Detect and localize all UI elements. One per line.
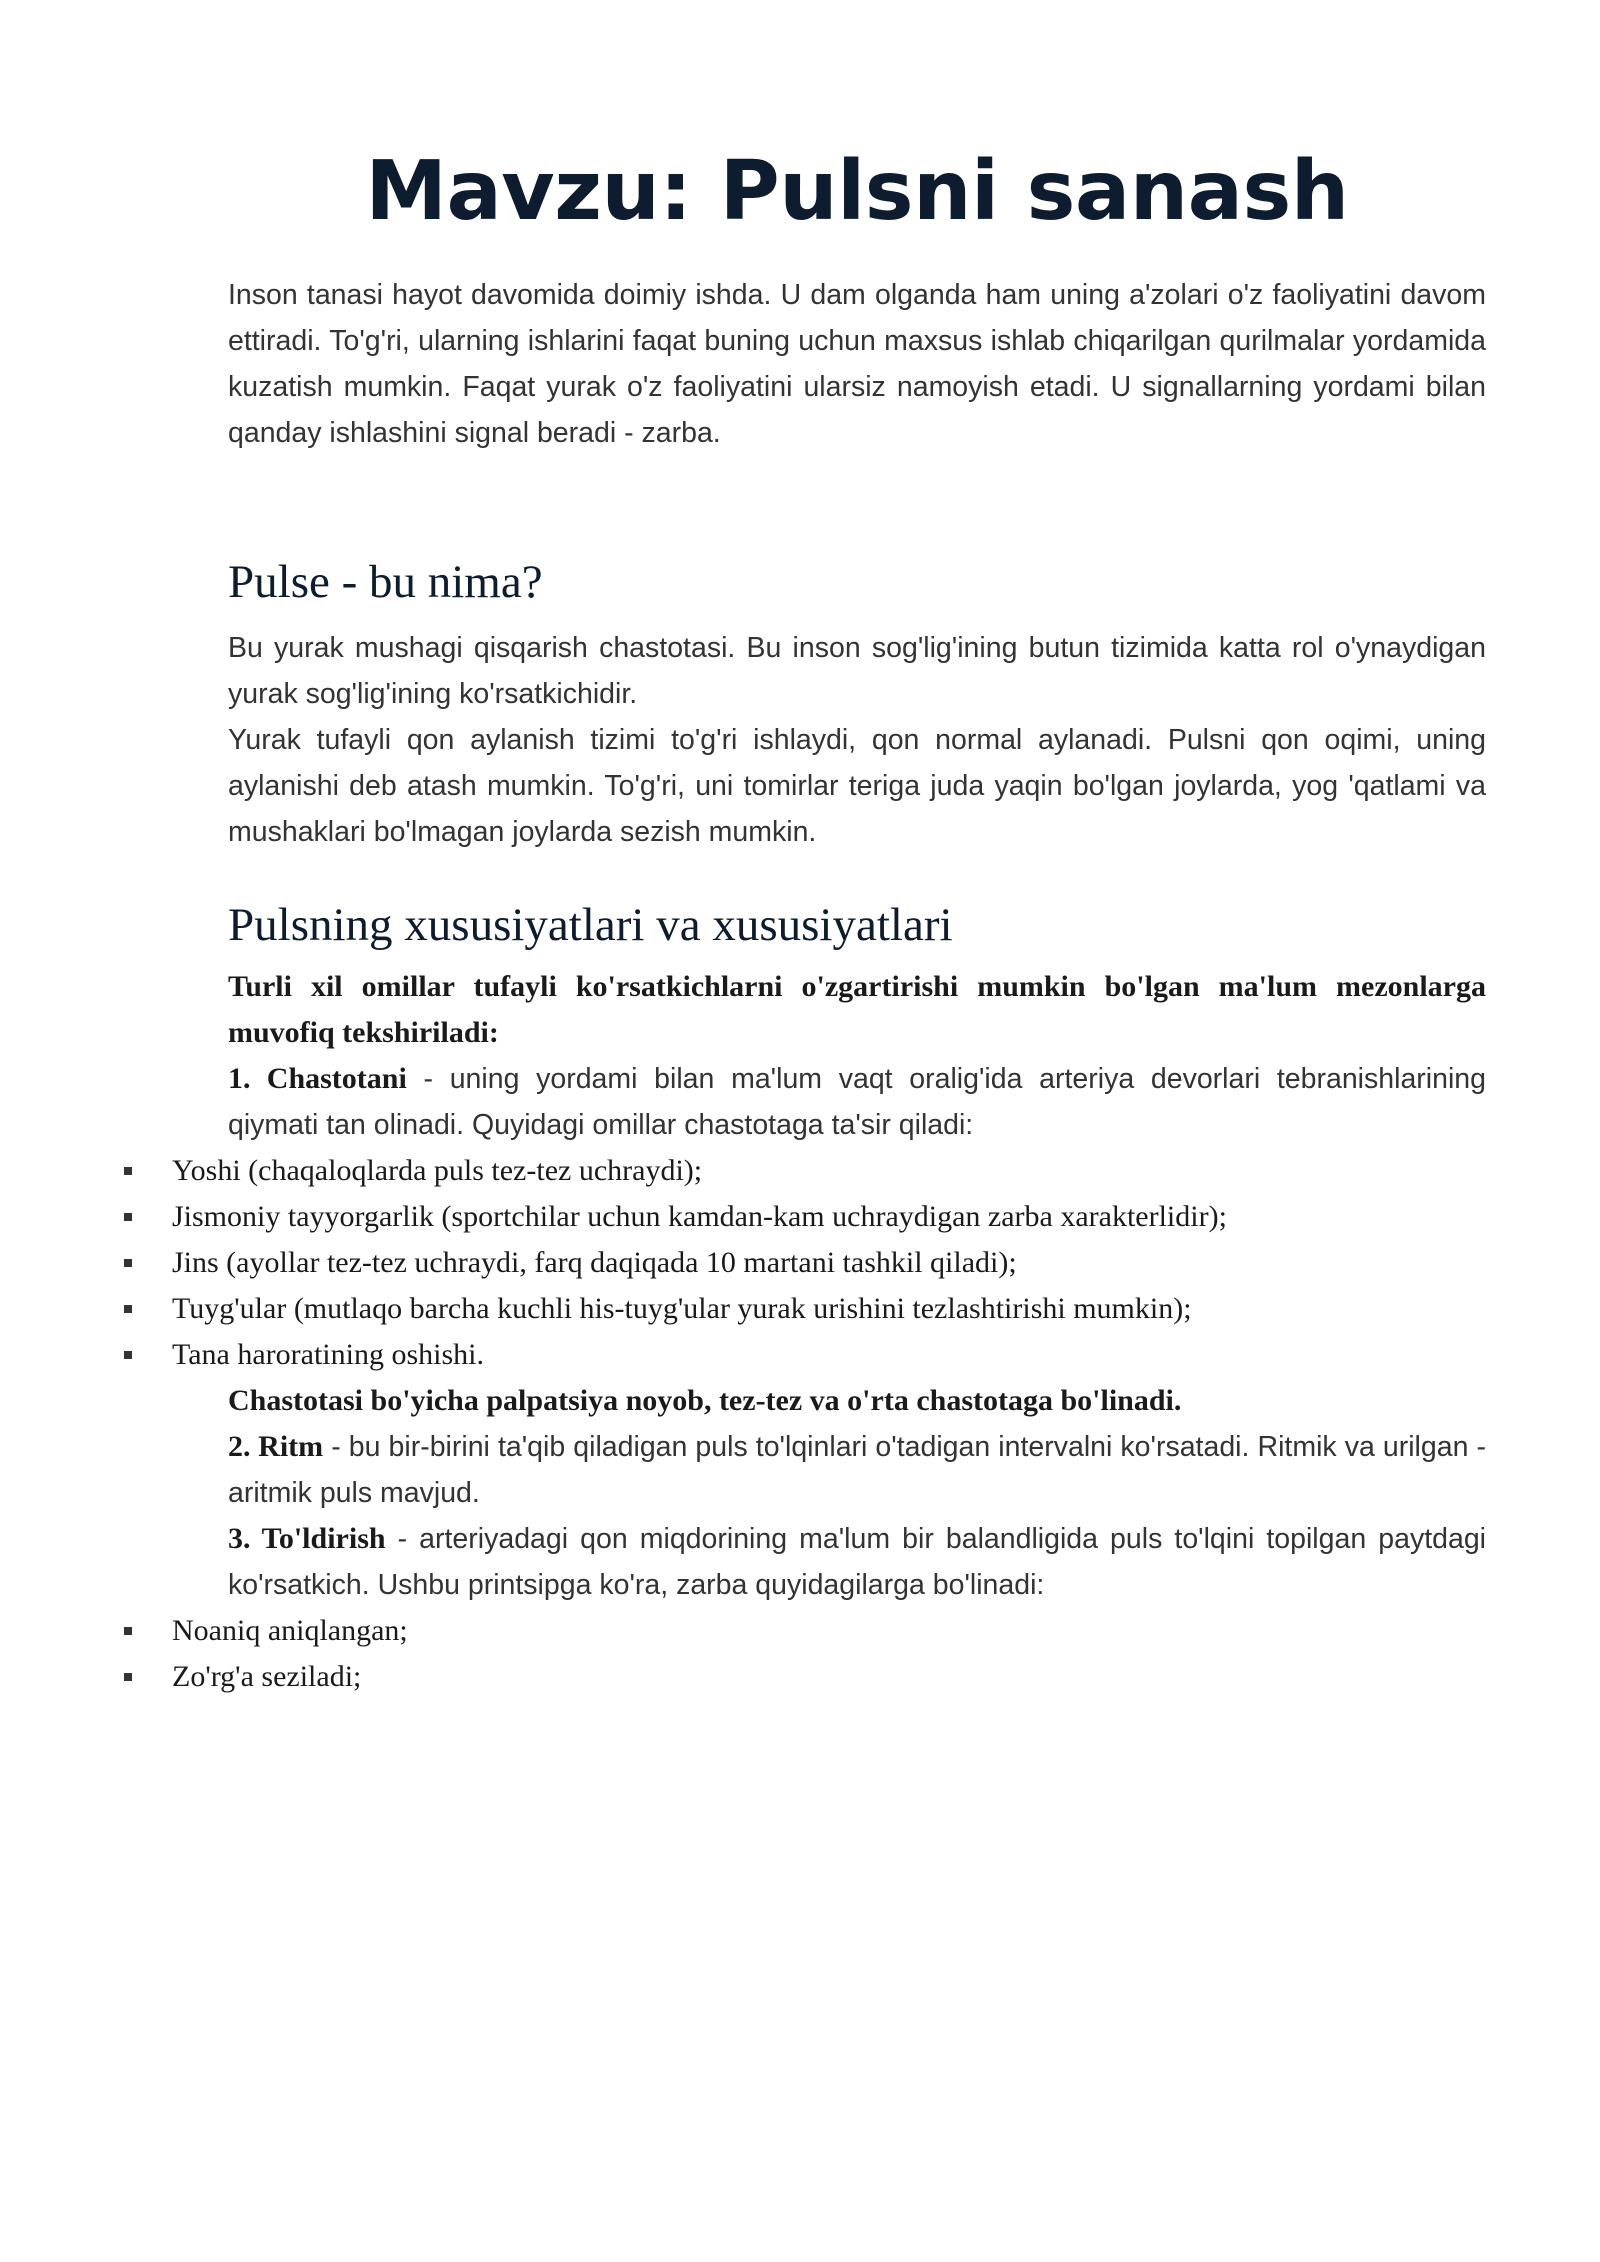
square-bullet-icon [124, 1259, 132, 1267]
list-item-label: Yoshi (chaqaloqlarda puls tez-tez uchraydi); [172, 1154, 703, 1188]
square-bullet-icon [124, 1627, 132, 1635]
bullet-list-frequency-factors [172, 1148, 1486, 1378]
section-paragraph-1: Bu yurak mushagi qisqarish chastotasi. Bu inson sog'lig'ining butun tizimida katta rol o'ynaydigan yurak sog'lig'ining ko'rsatkichidir. [228, 631, 1486, 710]
numbered-item-2-lead: 2. Ritm [228, 1430, 324, 1464]
list-item-label: Noaniq aniqlangan; [172, 1614, 408, 1648]
intro-paragraph: Inson tanasi hayot davomida doimiy ishda. U dam olganda ham uning a'zolari o'z faoliyatini davom ettiradi. To'g'ri, ularning ishlarini faqat buning uchun maxsus ishlab chiqarilgan qurilmalar yordamida kuzatish mumkin. Faqat yurak o'z faoliyatini ularsiz namoyish etadi. U signallarning yordami bilan qanday ishlashini signal beradi - zarba. [228, 278, 1486, 449]
numbered-item-1 [228, 1056, 1486, 1148]
section-heading-pulse-characteristics: Pulsning xususiyatlari va xususiyatlari [228, 898, 953, 951]
list-item [110, 1148, 1486, 1194]
list-item [110, 1286, 1486, 1332]
numbered-item-1-lead: 1. Chastotani [228, 1062, 407, 1096]
section-heading-pulse-definition: Pulse - bu nima? [228, 555, 543, 608]
square-bullet-icon [124, 1213, 132, 1221]
list-item-label: Tana haroratining oshishi. [172, 1338, 484, 1372]
square-bullet-icon [124, 1305, 132, 1313]
numbered-item-2-text: - bu bir-birini ta'qib qiladigan puls to'lqinlari o'tadigan intervalni ko'rsatadi. Ritmik va urilgan - aritmik puls mavjud. [228, 1431, 1487, 1510]
numbered-item-3-text: - arteriyadagi qon miqdorining ma'lum bir balandligida puls to'lqini topilgan paytdagi ko'rsatkich. Ushbu printsipga ko'ra, zarba quyidagilarga bo'linadi: [228, 1523, 1486, 1602]
section-paragraph-2: Yurak tufayli qon aylanish tizimi to'g'ri ishlaydi, qon normal aylanadi. Pulsni qon oqimi, uning aylanishi deb atash mumkin. To'g'ri, uni tomirlar teriga juda yaqin bo'lgan joylarda, yog 'qatlami va mushaklari bo'lmagan joylarda sezish mumkin. [228, 723, 1486, 848]
list-item [110, 1332, 1486, 1378]
list-item-label: Jins (ayollar tez-tez uchraydi, farq daqiqada 10 martani tashkil qiladi); [172, 1246, 1017, 1280]
square-bullet-icon [124, 1351, 132, 1359]
square-bullet-icon [124, 1673, 132, 1681]
numbered-item-1-text: - uning yordami bilan ma'lum vaqt oralig'ida arteriya devorlari tebranishlarining qiymati tan olinadi. Quyidagi omillar chastotaga ta'sir qiladi: [228, 1063, 1487, 1142]
list-item-label: Tuyg'ular (mutlaqo barcha kuchli his-tuyg'ular yurak urishini tezlashtirishi mumkin); [172, 1292, 1192, 1326]
numbered-item-2 [228, 1424, 1486, 1516]
numbered-item-3 [228, 1516, 1486, 1608]
square-bullet-icon [124, 1167, 132, 1175]
list-item [110, 1240, 1486, 1286]
list-item-label: Jismoniy tayyorgarlik (sportchilar uchun kamdan-kam uchraydigan zarba xarakterlidir); [172, 1200, 1227, 1234]
page-title: Mavzu: Pulsni sanash [365, 144, 1349, 239]
list-item [110, 1608, 1486, 1654]
list-item [110, 1654, 1486, 1700]
list-item [110, 1194, 1486, 1240]
numbered-item-3-lead: 3. To'ldirish [228, 1522, 386, 1556]
list-item-label: Zo'rg'a seziladi; [172, 1660, 362, 1694]
frequency-note: Chastotasi bo'yicha palpatsiya noyob, tez-tez va o'rta chastotaga bo'linadi. [228, 1384, 1182, 1418]
document-content [172, 0, 1487, 1700]
bullet-list-filling-types [172, 1608, 1486, 1700]
characteristics-intro: Turli xil omillar tufayli ko'rsatkichlarni o'zgartirishi mumkin bo'lgan ma'lum mezonlarga muvofiq tekshiriladi: [228, 970, 1486, 1050]
